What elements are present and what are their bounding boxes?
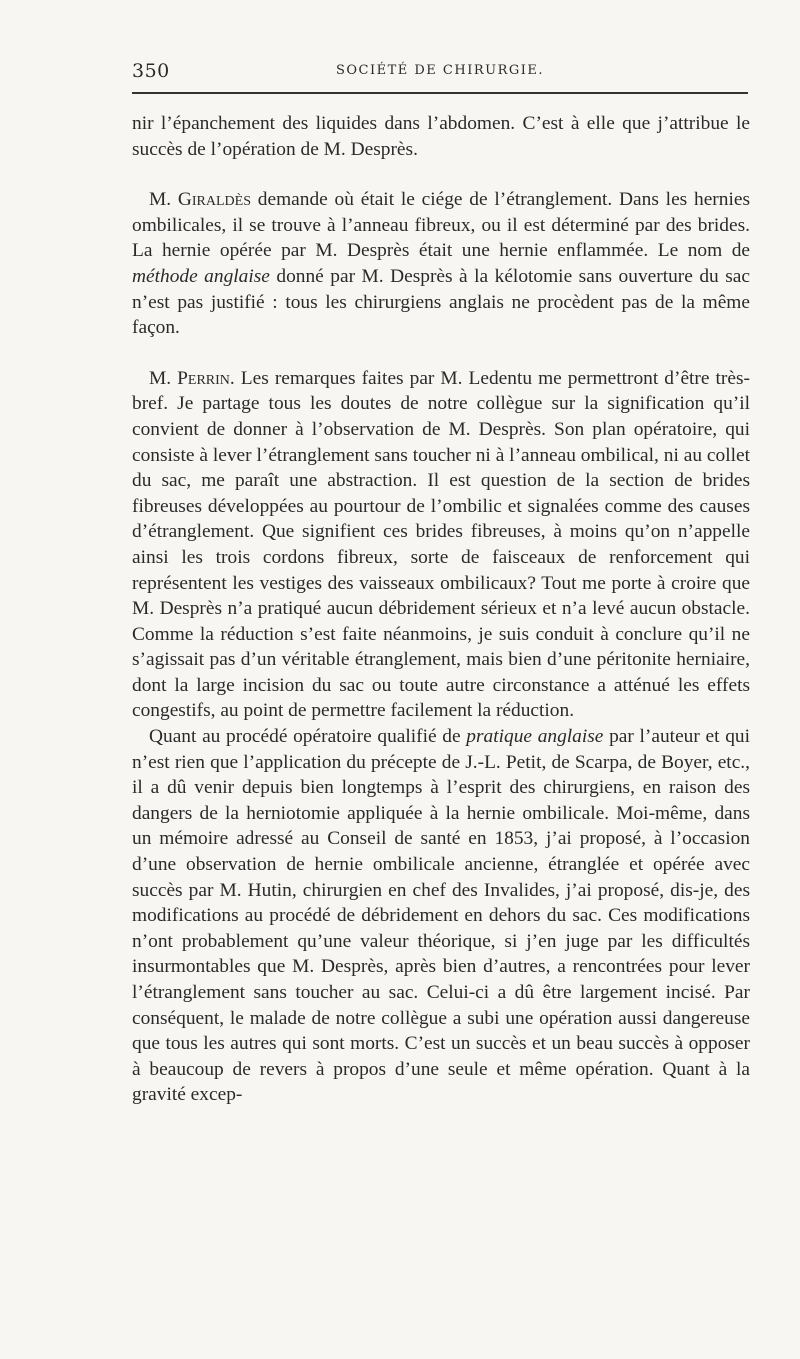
paragraph-text: par l’auteur et qui n’est rien que l’application du précepte de J.-L. Petit, de Scarpa, de Boyer, etc., il a dû venir depuis bien longtemps à l’esprit des chirurgiens, en raison des dangers de la herniotomie appliquée à la hernie ombilicale. Moi-même, dans un mémoire adressé au Conseil de santé en 1853, j’ai proposé, à l’occasion d’une observation de hernie ombilicale ancienne, étranglée et opérée avec succès par M. Hutin, chirurgien en chef des Invalides, j’ai proposé, dis-je, des modifications au procédé de débridement en dehors du sac. Ces modifications n’ont probablement qu’une valeur théorique, si j’en juge par les difficultés insurmontables que M. Desprès, après bien d’autres, a rencontrées pour lever l’étranglement sans toucher au sac. Celui-ci a dû être largement incisé. Par conséquent, le malade de notre collègue a subi une opération aussi dangereuse que tous les autres qui sont morts. C’est un succès et un beau succès à opposer à beaucoup de revers à propos d’une seule et même opération. Quant à la gravité excep- — [132, 726, 750, 1106]
speaker-prefix: M. — [149, 189, 172, 211]
paragraph-perrin — [132, 366, 750, 724]
paragraph-procede — [132, 724, 750, 1108]
paragraph-text: Quant au procédé opératoire qualifié de — [149, 726, 461, 748]
speaker-name: Giraldès — [177, 189, 251, 211]
paragraph-text: nir l’épanchement des liquides dans l’abdomen. C’est à elle que j’attribue le succès de l’opération de M. Desprès. — [132, 113, 750, 160]
page-header — [132, 60, 748, 86]
running-head: SOCIÉTÉ DE CHIRURGIE. — [335, 63, 545, 78]
page-number: 350 — [132, 60, 170, 82]
body-text — [132, 111, 750, 1108]
paragraph-text: demande où était le ciége de l’étranglement. Dans les hernies ombilicales, il se trouve à l’anneau fibreux, ou il est déterminé par des brides. La hernie opérée par M. Desprès était une hernie enflammée. Le nom de — [132, 189, 750, 262]
speaker-prefix: M. — [149, 367, 172, 389]
paragraph-text: Les remarques faites par M. Ledentu me permettront d’être très-bref. Je partage tous les doutes de notre collègue sur la signification qu’il convient de donner à l’observation de M. Desprès. Son plan opératoire, qui consiste à lever l’étranglement sans toucher ni à l’anneau ombilical, ni au collet du sac, me paraît une abstraction. Il est question de la section de brides fibreuses développées au pourtour de l’ombilic et signalées comme des causes d’étranglement. Que signifient ces brides fibreuses, à moins qu’on n’appelle ainsi les trois cordons fibreux, sorte de faisceaux de renforcement qui représentent les vestiges des vaisseaux ombilicaux? Tout me porte à croire que M. Desprès n’a pratiqué aucun débridement sérieux et n’a levé aucun obstacle. Comme la réduction s’est faite néanmoins, je suis conduit à conclure qu’il ne s’agissait pas d’un véritable étranglement, mais bien d’une péritonite herniaire, dont la large incision du sac ou toute autre circonstance a atténué les effets congestifs, au point de permettre facilement la réduction. — [132, 367, 750, 722]
paragraph-continuation — [132, 111, 750, 162]
italic-term: méthode anglaise — [132, 265, 270, 287]
paragraph-text: donné par M. Desprès à la kélotomie sans ouverture du sac n’est pas justifié : tous les chirurgiens anglais ne procèdent pas de la même façon. — [132, 265, 750, 339]
italic-term: pratique anglaise — [466, 726, 604, 748]
paragraph-giraldes — [132, 187, 750, 341]
speaker-name: Perrin. — [177, 367, 235, 389]
header-rule — [132, 92, 748, 94]
